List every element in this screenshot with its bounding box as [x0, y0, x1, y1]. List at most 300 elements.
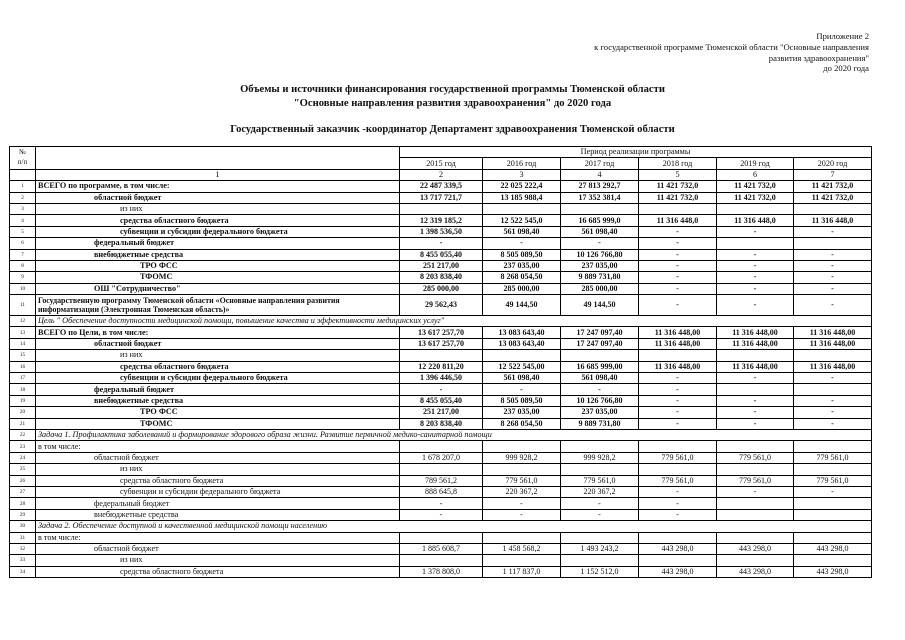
- row-value: -: [639, 418, 717, 429]
- row-value: 779 561,0: [483, 475, 561, 486]
- row-value: 12 522 545,0: [483, 215, 561, 226]
- row-value: [794, 441, 872, 452]
- row-value: -: [717, 283, 794, 294]
- header-year: 2019 год: [717, 158, 794, 169]
- table-row: [10, 350, 872, 361]
- row-value: [483, 441, 561, 452]
- table-row: [10, 338, 872, 349]
- row-value: 561 098,40: [483, 373, 561, 384]
- row-value: 17 352 381,4: [561, 192, 639, 203]
- col-number: 4: [561, 169, 639, 180]
- col-number: 2: [400, 169, 483, 180]
- row-value: 1 378 808,0: [400, 566, 483, 577]
- col-number: 6: [717, 169, 794, 180]
- row-value: [717, 532, 794, 543]
- row-value: [639, 555, 717, 566]
- row-value: 443 298,0: [639, 543, 717, 554]
- row-value: 220 367,2: [483, 486, 561, 497]
- row-value: -: [717, 260, 794, 271]
- table-row: [10, 238, 872, 249]
- row-value: 561 098,40: [561, 226, 639, 237]
- row-value: 1 398 536,50: [400, 226, 483, 237]
- row-number: 27: [10, 486, 36, 497]
- row-value: -: [400, 498, 483, 509]
- row-number: 18: [10, 384, 36, 395]
- table-row: [10, 498, 872, 509]
- row-value: [483, 464, 561, 475]
- row-value: 779 561,0: [717, 452, 794, 463]
- row-value: [400, 441, 483, 452]
- row-name: ТРО ФСС: [36, 260, 400, 271]
- row-value: -: [561, 498, 639, 509]
- col-number: 3: [483, 169, 561, 180]
- table-row: [10, 464, 872, 475]
- row-value: -: [483, 238, 561, 249]
- table-row: [10, 441, 872, 452]
- row-value: [717, 464, 794, 475]
- table-row: [10, 429, 872, 440]
- row-number: 8: [10, 260, 36, 271]
- row-number: 17: [10, 373, 36, 384]
- row-value: 1 396 446,50: [400, 373, 483, 384]
- row-value: 12 522 545,00: [483, 361, 561, 372]
- row-value: [561, 441, 639, 452]
- row-name: ТФОМС: [36, 272, 400, 283]
- row-value: [717, 498, 794, 509]
- row-number: 14: [10, 338, 36, 349]
- row-value: 16 685 999,00: [561, 361, 639, 372]
- col-number: 7: [794, 169, 872, 180]
- row-value: 11 316 448,00: [794, 338, 872, 349]
- row-number: 31: [10, 532, 36, 543]
- table-row: [10, 475, 872, 486]
- table-row: [10, 181, 872, 192]
- row-value: -: [794, 395, 872, 406]
- row-value: [794, 238, 872, 249]
- row-value: 285 000,00: [561, 283, 639, 294]
- row-value: 11 316 448,00: [639, 327, 717, 338]
- row-value: 11 316 448,0: [717, 215, 794, 226]
- annex-line-3: развития здравоохранения": [768, 52, 869, 63]
- row-value: 443 298,0: [639, 566, 717, 577]
- row-value: -: [639, 486, 717, 497]
- row-number: 10: [10, 283, 36, 294]
- row-value: [561, 350, 639, 361]
- row-value: -: [639, 509, 717, 520]
- row-value: [717, 441, 794, 452]
- row-name: внебюджетные средства: [36, 395, 400, 406]
- row-value: -: [794, 249, 872, 260]
- row-number: 30: [10, 521, 36, 532]
- row-value: 237 035,00: [561, 260, 639, 271]
- row-value: 8 268 054,50: [483, 272, 561, 283]
- row-value: [400, 532, 483, 543]
- row-number: 26: [10, 475, 36, 486]
- row-name: Задача 2. Обеспечение доступной и качественной медицинской помощи населению: [36, 521, 872, 532]
- row-number: 25: [10, 464, 36, 475]
- row-value: 11 316 448,00: [794, 327, 872, 338]
- row-name: внебюджетные средства: [36, 249, 400, 260]
- title-line-1: Объемы и источники финансирования государственной программы Тюменской области: [240, 84, 665, 95]
- header-row-period: [10, 147, 872, 158]
- row-value: 11 316 448,00: [794, 361, 872, 372]
- state-customer: Государственный заказчик -координатор Департамент здравоохранения Тюменской области: [230, 124, 675, 135]
- row-value: 8 505 089,50: [483, 249, 561, 260]
- row-number: 28: [10, 498, 36, 509]
- row-value: 1 458 568,2: [483, 543, 561, 554]
- row-value: [483, 203, 561, 214]
- annex-line-2: к государственной программе Тюменской области "Основные направления: [594, 41, 869, 52]
- row-value: 443 298,0: [794, 543, 872, 554]
- header-num: [10, 147, 36, 170]
- table-row: [10, 395, 872, 406]
- row-value: 11 316 448,00: [639, 338, 717, 349]
- row-name: в том числе:: [36, 532, 400, 543]
- row-value: [717, 384, 794, 395]
- table-row: [10, 418, 872, 429]
- row-value: [561, 555, 639, 566]
- table-row: [10, 215, 872, 226]
- table-row: [10, 373, 872, 384]
- header-num-label: №: [19, 148, 26, 156]
- row-number: 1: [10, 181, 36, 192]
- header-name: [36, 147, 400, 170]
- row-value: -: [717, 272, 794, 283]
- header-year: 2020 год: [794, 158, 872, 169]
- annex-note: [594, 31, 869, 74]
- row-value: [639, 350, 717, 361]
- row-value: [794, 532, 872, 543]
- row-value: -: [717, 226, 794, 237]
- row-value: 13 083 643,40: [483, 327, 561, 338]
- row-name: ВСЕГО по программе, в том числе:: [36, 181, 400, 192]
- row-value: [794, 350, 872, 361]
- row-value: [561, 464, 639, 475]
- row-value: 12 220 811,20: [400, 361, 483, 372]
- row-value: -: [794, 260, 872, 271]
- header-row-col-numbers: [10, 169, 872, 180]
- row-name: в том числе:: [36, 441, 400, 452]
- row-number: 5: [10, 226, 36, 237]
- row-value: -: [639, 249, 717, 260]
- row-value: -: [794, 407, 872, 418]
- row-value: -: [794, 373, 872, 384]
- row-number: 2: [10, 192, 36, 203]
- row-value: [794, 464, 872, 475]
- row-value: 17 247 097,40: [561, 327, 639, 338]
- row-value: [717, 509, 794, 520]
- header-year: 2017 год: [561, 158, 639, 169]
- row-value: 11 316 448,00: [717, 361, 794, 372]
- row-name: областной бюджет: [36, 192, 400, 203]
- row-value: [400, 203, 483, 214]
- row-value: 1 678 207,0: [400, 452, 483, 463]
- row-value: 443 298,0: [717, 566, 794, 577]
- row-value: 11 316 448,0: [794, 215, 872, 226]
- row-value: 11 316 448,0: [639, 215, 717, 226]
- table-row: [10, 555, 872, 566]
- row-value: -: [794, 295, 872, 316]
- row-value: 888 645,8: [400, 486, 483, 497]
- row-value: 789 561,2: [400, 475, 483, 486]
- row-value: [483, 555, 561, 566]
- row-number: 21: [10, 418, 36, 429]
- row-value: 13 717 721,7: [400, 192, 483, 203]
- row-number: 32: [10, 543, 36, 554]
- row-number: 12: [10, 316, 36, 327]
- row-value: [561, 203, 639, 214]
- annex-line-1: Приложение 2: [816, 31, 869, 41]
- row-number: 20: [10, 407, 36, 418]
- table-row: [10, 384, 872, 395]
- row-name: средства областного бюджета: [36, 475, 400, 486]
- row-value: -: [639, 407, 717, 418]
- row-name: из них: [36, 350, 400, 361]
- row-value: 12 319 185,2: [400, 215, 483, 226]
- row-value: -: [717, 395, 794, 406]
- row-value: 9 889 731,80: [561, 272, 639, 283]
- row-value: 11 316 448,00: [717, 338, 794, 349]
- header-num2-label: п/п: [17, 158, 28, 166]
- col-number: 5: [639, 169, 717, 180]
- row-value: -: [639, 384, 717, 395]
- row-name: федеральный бюджет: [36, 238, 400, 249]
- row-number: 7: [10, 249, 36, 260]
- row-value: 11 421 732,0: [794, 181, 872, 192]
- row-value: 13 083 643,40: [483, 338, 561, 349]
- row-number: 22: [10, 429, 36, 440]
- row-value: [794, 509, 872, 520]
- row-value: 11 421 732,0: [639, 192, 717, 203]
- row-value: 13 185 988,4: [483, 192, 561, 203]
- row-value: -: [794, 272, 872, 283]
- row-name: федеральный бюджет: [36, 384, 400, 395]
- table-row: [10, 327, 872, 338]
- row-number: 34: [10, 566, 36, 577]
- row-value: [717, 238, 794, 249]
- row-value: -: [717, 486, 794, 497]
- row-value: 779 561,0: [561, 475, 639, 486]
- row-value: -: [717, 249, 794, 260]
- financing-table: [9, 146, 872, 578]
- row-value: 10 126 766,80: [561, 395, 639, 406]
- table-row: [10, 272, 872, 283]
- row-value: -: [561, 238, 639, 249]
- row-value: -: [639, 395, 717, 406]
- row-value: -: [639, 226, 717, 237]
- row-value: 1 885 608,7: [400, 543, 483, 554]
- table-row: [10, 192, 872, 203]
- table-row: [10, 521, 872, 532]
- row-value: 999 928,2: [483, 452, 561, 463]
- row-value: -: [639, 498, 717, 509]
- row-value: [400, 464, 483, 475]
- row-value: 561 098,40: [561, 373, 639, 384]
- row-number: 9: [10, 272, 36, 283]
- row-name: ТФОМС: [36, 418, 400, 429]
- table-row: [10, 260, 872, 271]
- row-number: 3: [10, 203, 36, 214]
- row-value: -: [794, 418, 872, 429]
- row-value: 16 685 999,0: [561, 215, 639, 226]
- table-row: [10, 361, 872, 372]
- row-name: областной бюджет: [36, 452, 400, 463]
- row-value: 251 217,00: [400, 260, 483, 271]
- row-value: 779 561,0: [639, 452, 717, 463]
- row-name: Государственную программу Тюменской области «Основные направления развития информатизации (Электронная Тюменская область)»: [36, 295, 400, 316]
- row-value: 561 098,40: [483, 226, 561, 237]
- row-name: средства областного бюджета: [36, 361, 400, 372]
- row-value: [639, 532, 717, 543]
- row-name: внебюджетные средства: [36, 509, 400, 520]
- row-value: 8 268 054,50: [483, 418, 561, 429]
- row-number: 16: [10, 361, 36, 372]
- row-number: 23: [10, 441, 36, 452]
- row-value: 237 035,00: [483, 407, 561, 418]
- row-value: 1 493 243,2: [561, 543, 639, 554]
- table-row: [10, 486, 872, 497]
- row-value: -: [400, 384, 483, 395]
- row-value: -: [561, 509, 639, 520]
- row-name: средства областного бюджета: [36, 566, 400, 577]
- row-name: федеральный бюджет: [36, 498, 400, 509]
- table-row: [10, 543, 872, 554]
- row-name: ВСЕГО по Цели, в том числе:: [36, 327, 400, 338]
- row-name: ОШ "Сотрудничество": [36, 283, 400, 294]
- row-value: 8 455 055,40: [400, 249, 483, 260]
- row-value: [717, 350, 794, 361]
- row-value: [794, 498, 872, 509]
- row-number: 13: [10, 327, 36, 338]
- row-value: 11 421 732,0: [794, 192, 872, 203]
- row-value: 11 421 732,0: [717, 192, 794, 203]
- row-value: 8 505 089,50: [483, 395, 561, 406]
- table-row: [10, 566, 872, 577]
- row-value: [717, 203, 794, 214]
- row-value: 29 562,43: [400, 295, 483, 316]
- row-name: Цель " Обеспечение доступности медицинской помощи, повышение качества и эффективности медицинских услуг": [36, 316, 872, 327]
- row-value: [639, 203, 717, 214]
- row-name: субвенции и субсидии федерального бюджета: [36, 486, 400, 497]
- row-value: 779 561,0: [639, 475, 717, 486]
- row-value: [639, 464, 717, 475]
- row-value: -: [561, 384, 639, 395]
- row-value: [717, 555, 794, 566]
- row-value: [794, 555, 872, 566]
- row-number: 4: [10, 215, 36, 226]
- row-value: [794, 384, 872, 395]
- row-value: -: [794, 283, 872, 294]
- row-value: 17 247 097,40: [561, 338, 639, 349]
- row-name: средства областного бюджета: [36, 215, 400, 226]
- row-number: 29: [10, 509, 36, 520]
- row-value: -: [639, 260, 717, 271]
- row-value: 13 617 257,70: [400, 338, 483, 349]
- row-value: -: [483, 498, 561, 509]
- row-value: 22 025 222,4: [483, 181, 561, 192]
- row-value: -: [794, 486, 872, 497]
- table-row: [10, 203, 872, 214]
- row-number: 24: [10, 452, 36, 463]
- row-value: 237 035,00: [483, 260, 561, 271]
- row-name: из них: [36, 203, 400, 214]
- row-value: [794, 203, 872, 214]
- col-number: 1: [36, 169, 400, 180]
- row-value: 220 367,2: [561, 486, 639, 497]
- row-value: -: [639, 283, 717, 294]
- row-value: 9 889 731,80: [561, 418, 639, 429]
- table-row: [10, 509, 872, 520]
- row-number: 33: [10, 555, 36, 566]
- row-name: субвенции и субсидии федерального бюджета: [36, 226, 400, 237]
- table-row: [10, 407, 872, 418]
- row-value: 49 144,50: [483, 295, 561, 316]
- table-row: [10, 452, 872, 463]
- row-value: 779 561,0: [794, 452, 872, 463]
- row-value: 13 617 257,70: [400, 327, 483, 338]
- row-value: 1 117 837,0: [483, 566, 561, 577]
- row-name: субвенции и субсидии федерального бюджета: [36, 373, 400, 384]
- row-value: 285 000,00: [483, 283, 561, 294]
- row-value: 11 421 732,0: [639, 181, 717, 192]
- row-value: -: [717, 418, 794, 429]
- row-value: -: [639, 295, 717, 316]
- row-value: [483, 532, 561, 543]
- row-value: 8 203 838,40: [400, 272, 483, 283]
- row-value: 443 298,0: [794, 566, 872, 577]
- row-value: [561, 532, 639, 543]
- row-value: 1 152 512,0: [561, 566, 639, 577]
- row-number: 6: [10, 238, 36, 249]
- row-value: [639, 441, 717, 452]
- row-value: 237 035,00: [561, 407, 639, 418]
- row-value: -: [794, 226, 872, 237]
- table-row: [10, 532, 872, 543]
- row-value: 8 455 055,40: [400, 395, 483, 406]
- row-value: 251 217,00: [400, 407, 483, 418]
- row-value: 11 316 448,00: [717, 327, 794, 338]
- table-row: [10, 249, 872, 260]
- row-value: 11 421 732,0: [717, 181, 794, 192]
- row-value: [400, 350, 483, 361]
- row-value: 49 144,50: [561, 295, 639, 316]
- row-value: -: [639, 272, 717, 283]
- row-value: 27 813 292,7: [561, 181, 639, 192]
- row-name: из них: [36, 555, 400, 566]
- header-year: 2018 год: [639, 158, 717, 169]
- row-value: 11 316 448,00: [639, 361, 717, 372]
- row-name: областной бюджет: [36, 338, 400, 349]
- row-value: -: [400, 238, 483, 249]
- row-value: -: [483, 384, 561, 395]
- row-value: -: [717, 407, 794, 418]
- row-value: -: [717, 295, 794, 316]
- table-row: [10, 283, 872, 294]
- table-row: [10, 226, 872, 237]
- annex-line-4: до 2020 года: [823, 63, 869, 74]
- row-value: -: [639, 373, 717, 384]
- row-value: 999 928,2: [561, 452, 639, 463]
- row-value: 779 561,0: [717, 475, 794, 486]
- header-year: 2016 год: [483, 158, 561, 169]
- row-number: 19: [10, 395, 36, 406]
- row-value: 285 000,00: [400, 283, 483, 294]
- row-name: ТРО ФСС: [36, 407, 400, 418]
- row-number: 15: [10, 350, 36, 361]
- row-value: 8 203 838,40: [400, 418, 483, 429]
- row-name: областной бюджет: [36, 543, 400, 554]
- row-value: 779 561,0: [794, 475, 872, 486]
